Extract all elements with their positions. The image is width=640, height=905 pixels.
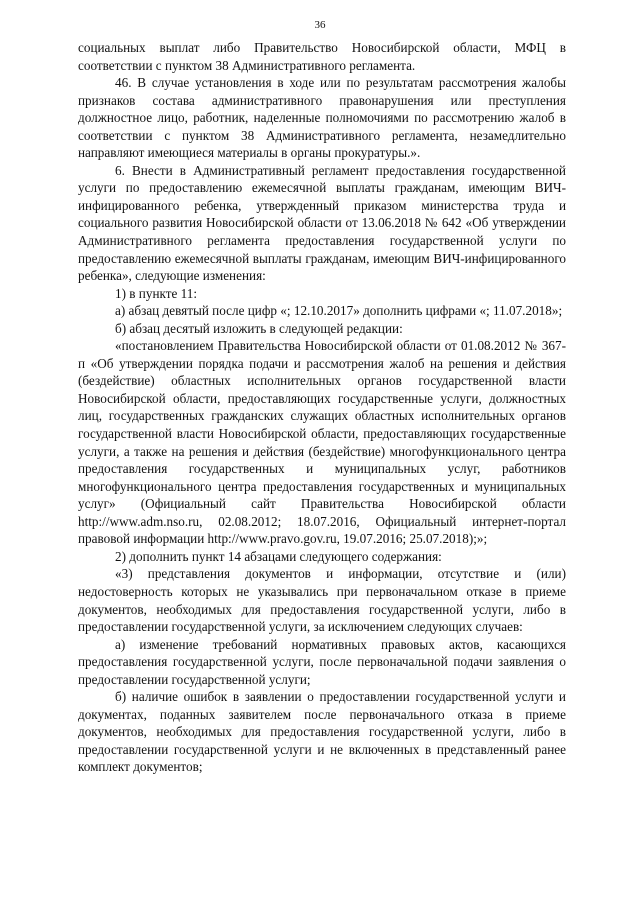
paragraph-subitem-1b: б) абзац десятый изложить в следующей редакции:: [115, 320, 403, 336]
paragraph-quoted-item-3: «3) представления документов и информации, отсутствие и (или) недостоверность которых не указывались при первоначальном отказе в приеме документов, необходимых для предоставления государственной услуги, либо в предоставлении государственной услуги, за исключением следующих случаев:: [78, 566, 566, 635]
paragraph-continuation: социальных выплат либо Правительство Новосибирской области, МФЦ в соответствии с пунктом 38 Административного регламента.: [78, 40, 566, 73]
paragraph-subitem-2: 2) дополнить пункт 14 абзацами следующего содержания:: [115, 548, 442, 564]
paragraph-subitem-1: 1) в пункте 11:: [115, 285, 198, 301]
document-body: [78, 39, 566, 776]
paragraph-quoted-resolution: «постановлением Правительства Новосибирской области от 01.08.2012 № 367-п «Об утверждении порядка подачи и рассмотрения жалоб на решения и действия (бездействие) областных исполнительных органов государственной власти Новосибирской области, предоставляющих государственные услуги, должностных лиц, государственных гражданских служащих областных исполнительных органов государственной власти Новосибирской области, предоставляющих государственные услуги, а также на решения и действия (бездействие) многофункционального центра предоставления государственных и муниципальных услуг, работников многофункционального центра предоставления государственных и муниципальных услуг» (Официальный сайт Правительства Новосибирской области http://www.adm.nso.ru, 02.08.2012; 18.07.2016, Официальный интернет-портал правовой информации http://www.pravo.gov.ru, 19.07.2016; 25.07.2018);»;: [78, 338, 566, 547]
paragraph-item-6: 6. Внести в Административный регламент предоставления государственной услуги по предоставлению ежемесячной выплаты гражданам, имеющим ВИЧ-инфицированного ребенка, утвержденный приказом министерства труда и социального развития Новосибирской области от 13.06.2018 № 642 «Об утверждении Административного регламента предоставления государственной услуги по предоставлению ежемесячной выплаты гражданам, имеющим ВИЧ-инфицированного ребенка», следующие изменения:: [78, 162, 566, 284]
paragraph-subitem-1a: а) абзац девятый после цифр «; 12.10.2017» дополнить цифрами «; 11.07.2018»;: [115, 303, 563, 319]
paragraph-case-a: а) изменение требований нормативных правовых актов, касающихся предоставления государственной услуги, после первоначальной подачи заявления о предоставлении государственной услуги;: [78, 636, 566, 687]
paragraph-item-46: 46. В случае установления в ходе или по результатам рассмотрения жалобы признаков состава административного правонарушения или преступления должностное лицо, работник, наделенные полномочиями по рассмотрению жалоб в соответствии с пунктом 38 Административного регламента, незамедлительно направляют имеющиеся материалы в органы прокуратуры.».: [78, 75, 566, 161]
paragraph-case-b: б) наличие ошибок в заявлении о предоставлении государственной услуги и документах, поданных заявителем после первоначального отказа в приеме документов, необходимых для предоставления государственной услуги, либо в предоставлении государственной услуги и не включенных в представленный ранее комплект документов;: [78, 689, 566, 775]
page-number: 36: [314, 19, 326, 31]
